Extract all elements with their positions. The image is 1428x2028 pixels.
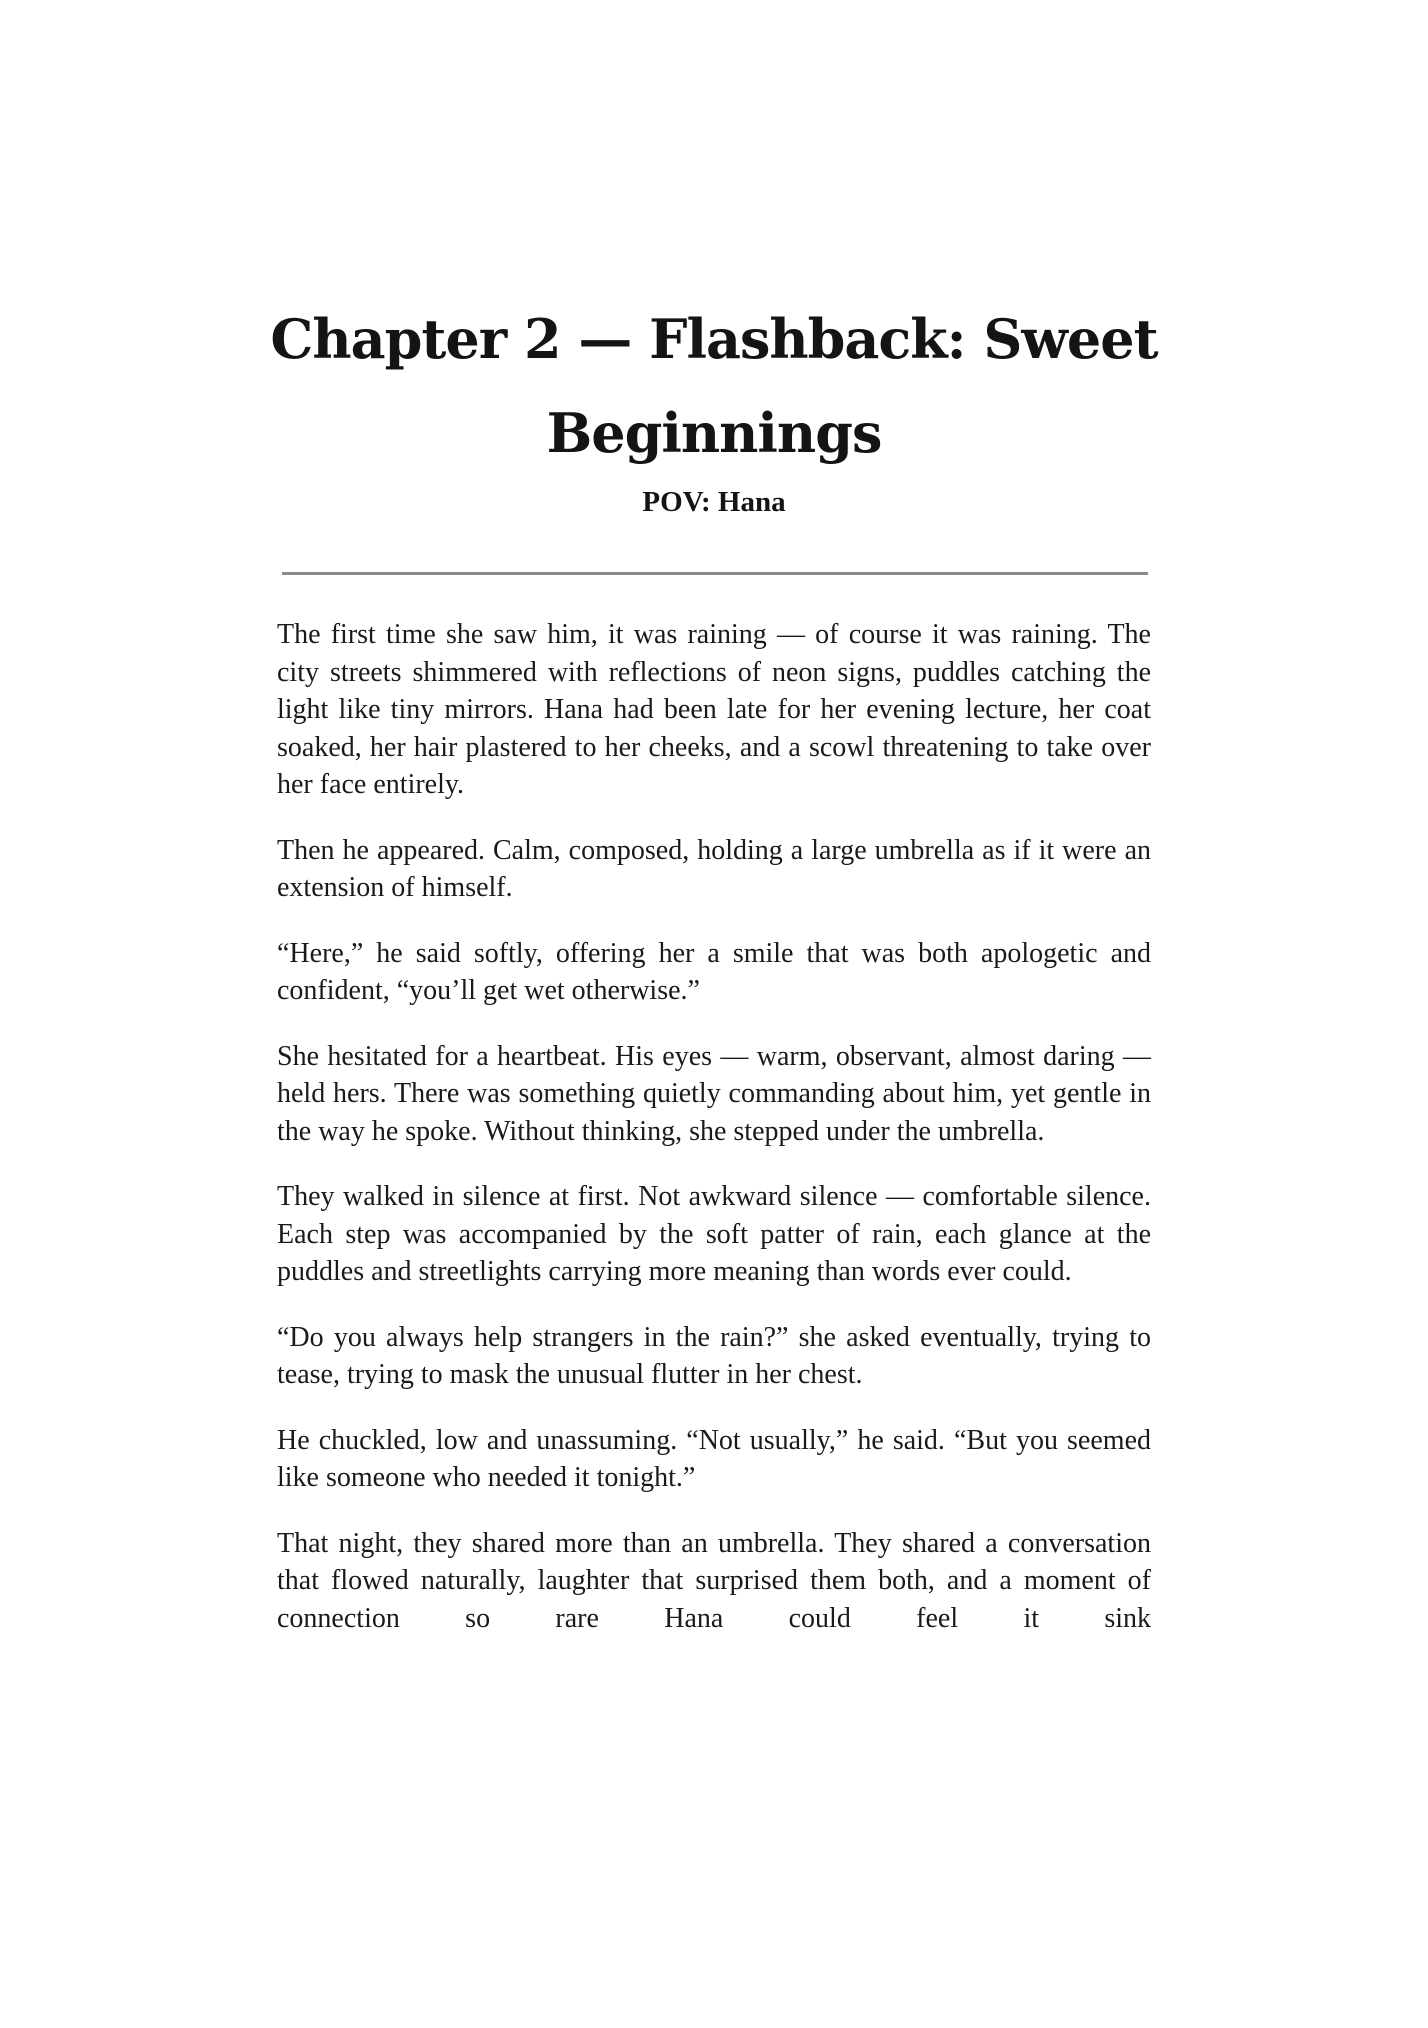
- paragraph: They walked in silence at first. Not awkward silence — comfortable silence. Each step was accompanied by the soft patter of rain, each glance at the puddles and streetlights carrying more meaning than words ever could.: [277, 1181, 1151, 1287]
- chapter-body: [277, 616, 1151, 1665]
- paragraph: Then he appeared. Calm, composed, holding a large umbrella as if it were an extension of himself.: [277, 834, 1151, 903]
- paragraph: The first time she saw him, it was raining — of course it was raining. The city streets shimmered with reflections of neon signs, puddles catching the light like tiny mirrors. Hana had been late for her evening lecture, her coat soaked, her hair plastered to her cheeks, and a scowl threatening to take over her face entirely.: [277, 619, 1151, 800]
- paragraph: “Here,” he said softly, offering her a smile that was both apologetic and confident, “you’ll get wet otherwise.”: [277, 937, 1151, 1006]
- paragraph: She hesitated for a heartbeat. His eyes — warm, observant, almost daring — held hers. There was something quietly commanding about him, yet gentle in the way he spoke. Without thinking, she stepped under the umbrella.: [277, 1040, 1151, 1147]
- chapter-title-line-1: Chapter 2 — Flashback: Sweet: [270, 307, 1158, 371]
- paragraph: He chuckled, low and unassuming. “Not usually,” he said. “But you seemed like someone who needed it tonight.”: [277, 1424, 1151, 1493]
- section-divider: [282, 572, 1148, 575]
- paragraph-continued: That night, they shared more than an umbrella. They shared a conversation that flowed naturally, laughter that surprised them both, and a moment of connection so rare Hana could feel it sink: [277, 1527, 1151, 1634]
- pov-subtitle: POV: Hana: [642, 486, 786, 518]
- chapter-title: [0, 292, 1428, 480]
- chapter-title-line-2: Beginnings: [546, 401, 882, 465]
- paragraph: “Do you always help strangers in the rain?” she asked eventually, trying to tease, trying to mask the unusual flutter in her chest.: [277, 1321, 1151, 1390]
